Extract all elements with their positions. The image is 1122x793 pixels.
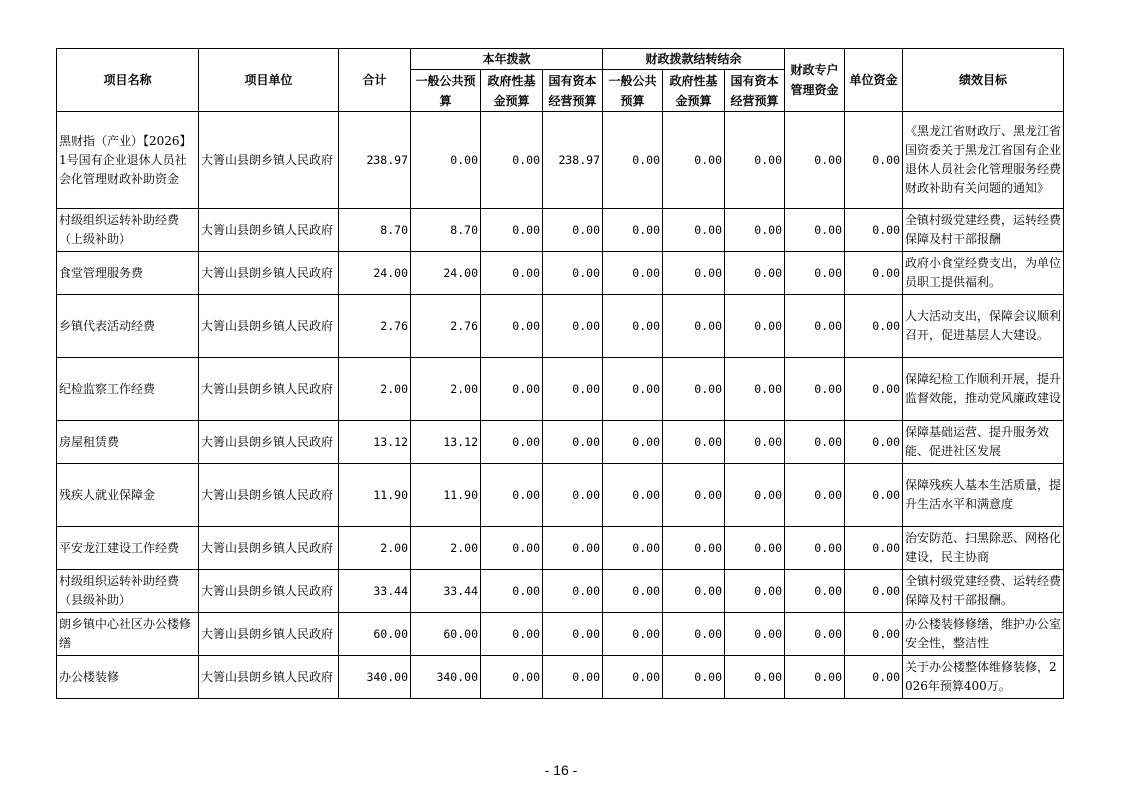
general-public-budget-cell: 13.12	[411, 421, 481, 464]
performance-goal-cell: 保障纪检工作顺利开展，提升监督效能，推动党风廉政建设	[903, 358, 1064, 421]
gov-fund-budget-cell: 0.00	[481, 656, 543, 699]
general-public-budget-cell: 11.90	[411, 464, 481, 527]
special-fund-cell: 0.00	[785, 421, 845, 464]
total-cell: 60.00	[339, 613, 411, 656]
project-unit-cell: 大箐山县朗乡镇人民政府	[199, 570, 339, 613]
general-public-budget-cell: 2.76	[411, 295, 481, 358]
state-capital-budget-cell: 0.00	[543, 570, 603, 613]
carry-general-public-budget-cell: 0.00	[603, 527, 663, 570]
gov-fund-budget-cell: 0.00	[481, 570, 543, 613]
gov-fund-budget-cell: 0.00	[481, 209, 543, 252]
special-fund-cell: 0.00	[785, 358, 845, 421]
total-cell: 2.00	[339, 527, 411, 570]
special-fund-cell: 0.00	[785, 295, 845, 358]
carry-state-capital-budget-cell: 0.00	[725, 112, 785, 209]
unit-fund-cell: 0.00	[845, 358, 903, 421]
carry-general-public-budget-cell: 0.00	[603, 252, 663, 295]
general-public-budget-cell: 2.00	[411, 358, 481, 421]
carry-gov-fund-budget-cell: 0.00	[663, 527, 725, 570]
table-row	[57, 421, 1064, 464]
carry-state-capital-budget-cell: 0.00	[725, 421, 785, 464]
unit-fund-cell: 0.00	[845, 295, 903, 358]
performance-goal-cell: 保障基础运营、提升服务效能、促进社区发展	[903, 421, 1064, 464]
carry-general-public-budget-cell: 0.00	[603, 358, 663, 421]
special-fund-cell: 0.00	[785, 252, 845, 295]
project-unit-cell: 大箐山县朗乡镇人民政府	[199, 358, 339, 421]
project-unit-cell: 大箐山县朗乡镇人民政府	[199, 112, 339, 209]
unit-fund-cell: 0.00	[845, 421, 903, 464]
header-performance-goal: 绩效目标	[903, 49, 1064, 112]
performance-goal-cell: 政府小食堂经费支出，为单位员职工提供福利。	[903, 252, 1064, 295]
carry-general-public-budget-cell: 0.00	[603, 295, 663, 358]
table-row	[57, 527, 1064, 570]
gov-fund-budget-cell: 0.00	[481, 421, 543, 464]
special-fund-cell: 0.00	[785, 656, 845, 699]
carry-gov-fund-budget-cell: 0.00	[663, 421, 725, 464]
general-public-budget-cell: 33.44	[411, 570, 481, 613]
carry-general-public-budget-cell: 0.00	[603, 464, 663, 527]
carry-state-capital-budget-cell: 0.00	[725, 464, 785, 527]
performance-goal-cell: 《黑龙江省财政厅、黑龙江省国资委关于黑龙江省国有企业退休人员社会化管理服务经费财政补助有关问题的通知》	[903, 112, 1064, 209]
general-public-budget-cell: 0.00	[411, 112, 481, 209]
table-body	[57, 112, 1064, 699]
special-fund-cell: 0.00	[785, 464, 845, 527]
project-name-cell: 朗乡镇中心社区办公楼修缮	[57, 613, 199, 656]
total-cell: 13.12	[339, 421, 411, 464]
total-cell: 24.00	[339, 252, 411, 295]
table-row	[57, 358, 1064, 421]
unit-fund-cell: 0.00	[845, 252, 903, 295]
project-unit-cell: 大箐山县朗乡镇人民政府	[199, 464, 339, 527]
state-capital-budget-cell: 0.00	[543, 252, 603, 295]
total-cell: 8.70	[339, 209, 411, 252]
state-capital-budget-cell: 238.97	[543, 112, 603, 209]
unit-fund-cell: 0.00	[845, 656, 903, 699]
carry-state-capital-budget-cell: 0.00	[725, 295, 785, 358]
header-total: 合计	[339, 49, 411, 112]
state-capital-budget-cell: 0.00	[543, 421, 603, 464]
gov-fund-budget-cell: 0.00	[481, 358, 543, 421]
general-public-budget-cell: 60.00	[411, 613, 481, 656]
state-capital-budget-cell: 0.00	[543, 358, 603, 421]
carry-state-capital-budget-cell: 0.00	[725, 570, 785, 613]
carry-gov-fund-budget-cell: 0.00	[663, 358, 725, 421]
budget-table	[56, 48, 1064, 699]
header-carry-general-public-budget: 一般公共预算	[603, 70, 663, 112]
table-row	[57, 295, 1064, 358]
header-project-unit: 项目单位	[199, 49, 339, 112]
unit-fund-cell: 0.00	[845, 209, 903, 252]
header-gov-fund-budget: 政府性基金预算	[481, 70, 543, 112]
gov-fund-budget-cell: 0.00	[481, 613, 543, 656]
table-row	[57, 613, 1064, 656]
performance-goal-cell: 办公楼装修修缮，维护办公室安全性，整洁性	[903, 613, 1064, 656]
carry-gov-fund-budget-cell: 0.00	[663, 570, 725, 613]
project-unit-cell: 大箐山县朗乡镇人民政府	[199, 527, 339, 570]
table-row	[57, 252, 1064, 295]
carry-gov-fund-budget-cell: 0.00	[663, 112, 725, 209]
project-name-cell: 办公楼装修	[57, 656, 199, 699]
total-cell: 11.90	[339, 464, 411, 527]
carry-state-capital-budget-cell: 0.00	[725, 358, 785, 421]
state-capital-budget-cell: 0.00	[543, 464, 603, 527]
performance-goal-cell: 治安防范、扫黑除恶、网格化建设，民主协商	[903, 527, 1064, 570]
general-public-budget-cell: 8.70	[411, 209, 481, 252]
header-carry-state-capital-budget: 国有资本经营预算	[725, 70, 785, 112]
project-name-cell: 平安龙江建设工作经费	[57, 527, 199, 570]
carry-gov-fund-budget-cell: 0.00	[663, 295, 725, 358]
total-cell: 33.44	[339, 570, 411, 613]
carry-state-capital-budget-cell: 0.00	[725, 613, 785, 656]
project-unit-cell: 大箐山县朗乡镇人民政府	[199, 209, 339, 252]
gov-fund-budget-cell: 0.00	[481, 527, 543, 570]
header-group-carryover: 财政拨款结转结余	[603, 49, 785, 70]
total-cell: 2.00	[339, 358, 411, 421]
carry-general-public-budget-cell: 0.00	[603, 112, 663, 209]
carry-state-capital-budget-cell: 0.00	[725, 252, 785, 295]
project-name-cell: 房屋租赁费	[57, 421, 199, 464]
header-special-fund: 财政专户管理资金	[785, 49, 845, 112]
project-unit-cell: 大箐山县朗乡镇人民政府	[199, 295, 339, 358]
project-name-cell: 村级组织运转补助经费（县级补助）	[57, 570, 199, 613]
unit-fund-cell: 0.00	[845, 112, 903, 209]
table-row	[57, 570, 1064, 613]
special-fund-cell: 0.00	[785, 527, 845, 570]
table-header	[57, 49, 1064, 112]
header-carry-gov-fund-budget: 政府性基金预算	[663, 70, 725, 112]
performance-goal-cell: 保障残疾人基本生活质量，提升生活水平和满意度	[903, 464, 1064, 527]
table-row	[57, 112, 1064, 209]
general-public-budget-cell: 24.00	[411, 252, 481, 295]
project-unit-cell: 大箐山县朗乡镇人民政府	[199, 252, 339, 295]
header-unit-fund: 单位资金	[845, 49, 903, 112]
carry-general-public-budget-cell: 0.00	[603, 656, 663, 699]
state-capital-budget-cell: 0.00	[543, 527, 603, 570]
gov-fund-budget-cell: 0.00	[481, 252, 543, 295]
total-cell: 340.00	[339, 656, 411, 699]
project-name-cell: 纪检监察工作经费	[57, 358, 199, 421]
state-capital-budget-cell: 0.00	[543, 613, 603, 656]
carry-gov-fund-budget-cell: 0.00	[663, 209, 725, 252]
carry-gov-fund-budget-cell: 0.00	[663, 464, 725, 527]
header-group-current-year: 本年拨款	[411, 49, 603, 70]
unit-fund-cell: 0.00	[845, 613, 903, 656]
carry-gov-fund-budget-cell: 0.00	[663, 252, 725, 295]
special-fund-cell: 0.00	[785, 209, 845, 252]
table-row	[57, 464, 1064, 527]
project-name-cell: 黑财指（产业）【2026】1号国有企业退休人员社会化管理财政补助资金	[57, 112, 199, 209]
unit-fund-cell: 0.00	[845, 464, 903, 527]
special-fund-cell: 0.00	[785, 613, 845, 656]
project-unit-cell: 大箐山县朗乡镇人民政府	[199, 421, 339, 464]
gov-fund-budget-cell: 0.00	[481, 464, 543, 527]
state-capital-budget-cell: 0.00	[543, 209, 603, 252]
carry-general-public-budget-cell: 0.00	[603, 570, 663, 613]
gov-fund-budget-cell: 0.00	[481, 112, 543, 209]
project-unit-cell: 大箐山县朗乡镇人民政府	[199, 656, 339, 699]
state-capital-budget-cell: 0.00	[543, 656, 603, 699]
performance-goal-cell: 全镇村级党建经费，运转经费保障及村干部报酬	[903, 209, 1064, 252]
page-number: - 16 -	[544, 762, 578, 778]
performance-goal-cell: 全镇村级党建经费、运转经费保障及村干部报酬。	[903, 570, 1064, 613]
general-public-budget-cell: 340.00	[411, 656, 481, 699]
carry-general-public-budget-cell: 0.00	[603, 209, 663, 252]
gov-fund-budget-cell: 0.00	[481, 295, 543, 358]
carry-gov-fund-budget-cell: 0.00	[663, 613, 725, 656]
carry-state-capital-budget-cell: 0.00	[725, 527, 785, 570]
total-cell: 2.76	[339, 295, 411, 358]
table-row	[57, 656, 1064, 699]
project-name-cell: 乡镇代表活动经费	[57, 295, 199, 358]
special-fund-cell: 0.00	[785, 112, 845, 209]
carry-general-public-budget-cell: 0.00	[603, 421, 663, 464]
carry-general-public-budget-cell: 0.00	[603, 613, 663, 656]
project-unit-cell: 大箐山县朗乡镇人民政府	[199, 613, 339, 656]
header-project-name: 项目名称	[57, 49, 199, 112]
general-public-budget-cell: 2.00	[411, 527, 481, 570]
carry-state-capital-budget-cell: 0.00	[725, 656, 785, 699]
performance-goal-cell: 人大活动支出，保障会议顺利召开，促进基层人大建设。	[903, 295, 1064, 358]
project-name-cell: 村级组织运转补助经费（上级补助）	[57, 209, 199, 252]
header-general-public-budget: 一般公共预算	[411, 70, 481, 112]
project-name-cell: 残疾人就业保障金	[57, 464, 199, 527]
unit-fund-cell: 0.00	[845, 527, 903, 570]
carry-state-capital-budget-cell: 0.00	[725, 209, 785, 252]
table-row	[57, 209, 1064, 252]
state-capital-budget-cell: 0.00	[543, 295, 603, 358]
performance-goal-cell: 关于办公楼整体维修装修，2026年预算400万。	[903, 656, 1064, 699]
total-cell: 238.97	[339, 112, 411, 209]
carry-gov-fund-budget-cell: 0.00	[663, 656, 725, 699]
project-name-cell: 食堂管理服务费	[57, 252, 199, 295]
unit-fund-cell: 0.00	[845, 570, 903, 613]
header-state-capital-budget: 国有资本经营预算	[543, 70, 603, 112]
special-fund-cell: 0.00	[785, 570, 845, 613]
